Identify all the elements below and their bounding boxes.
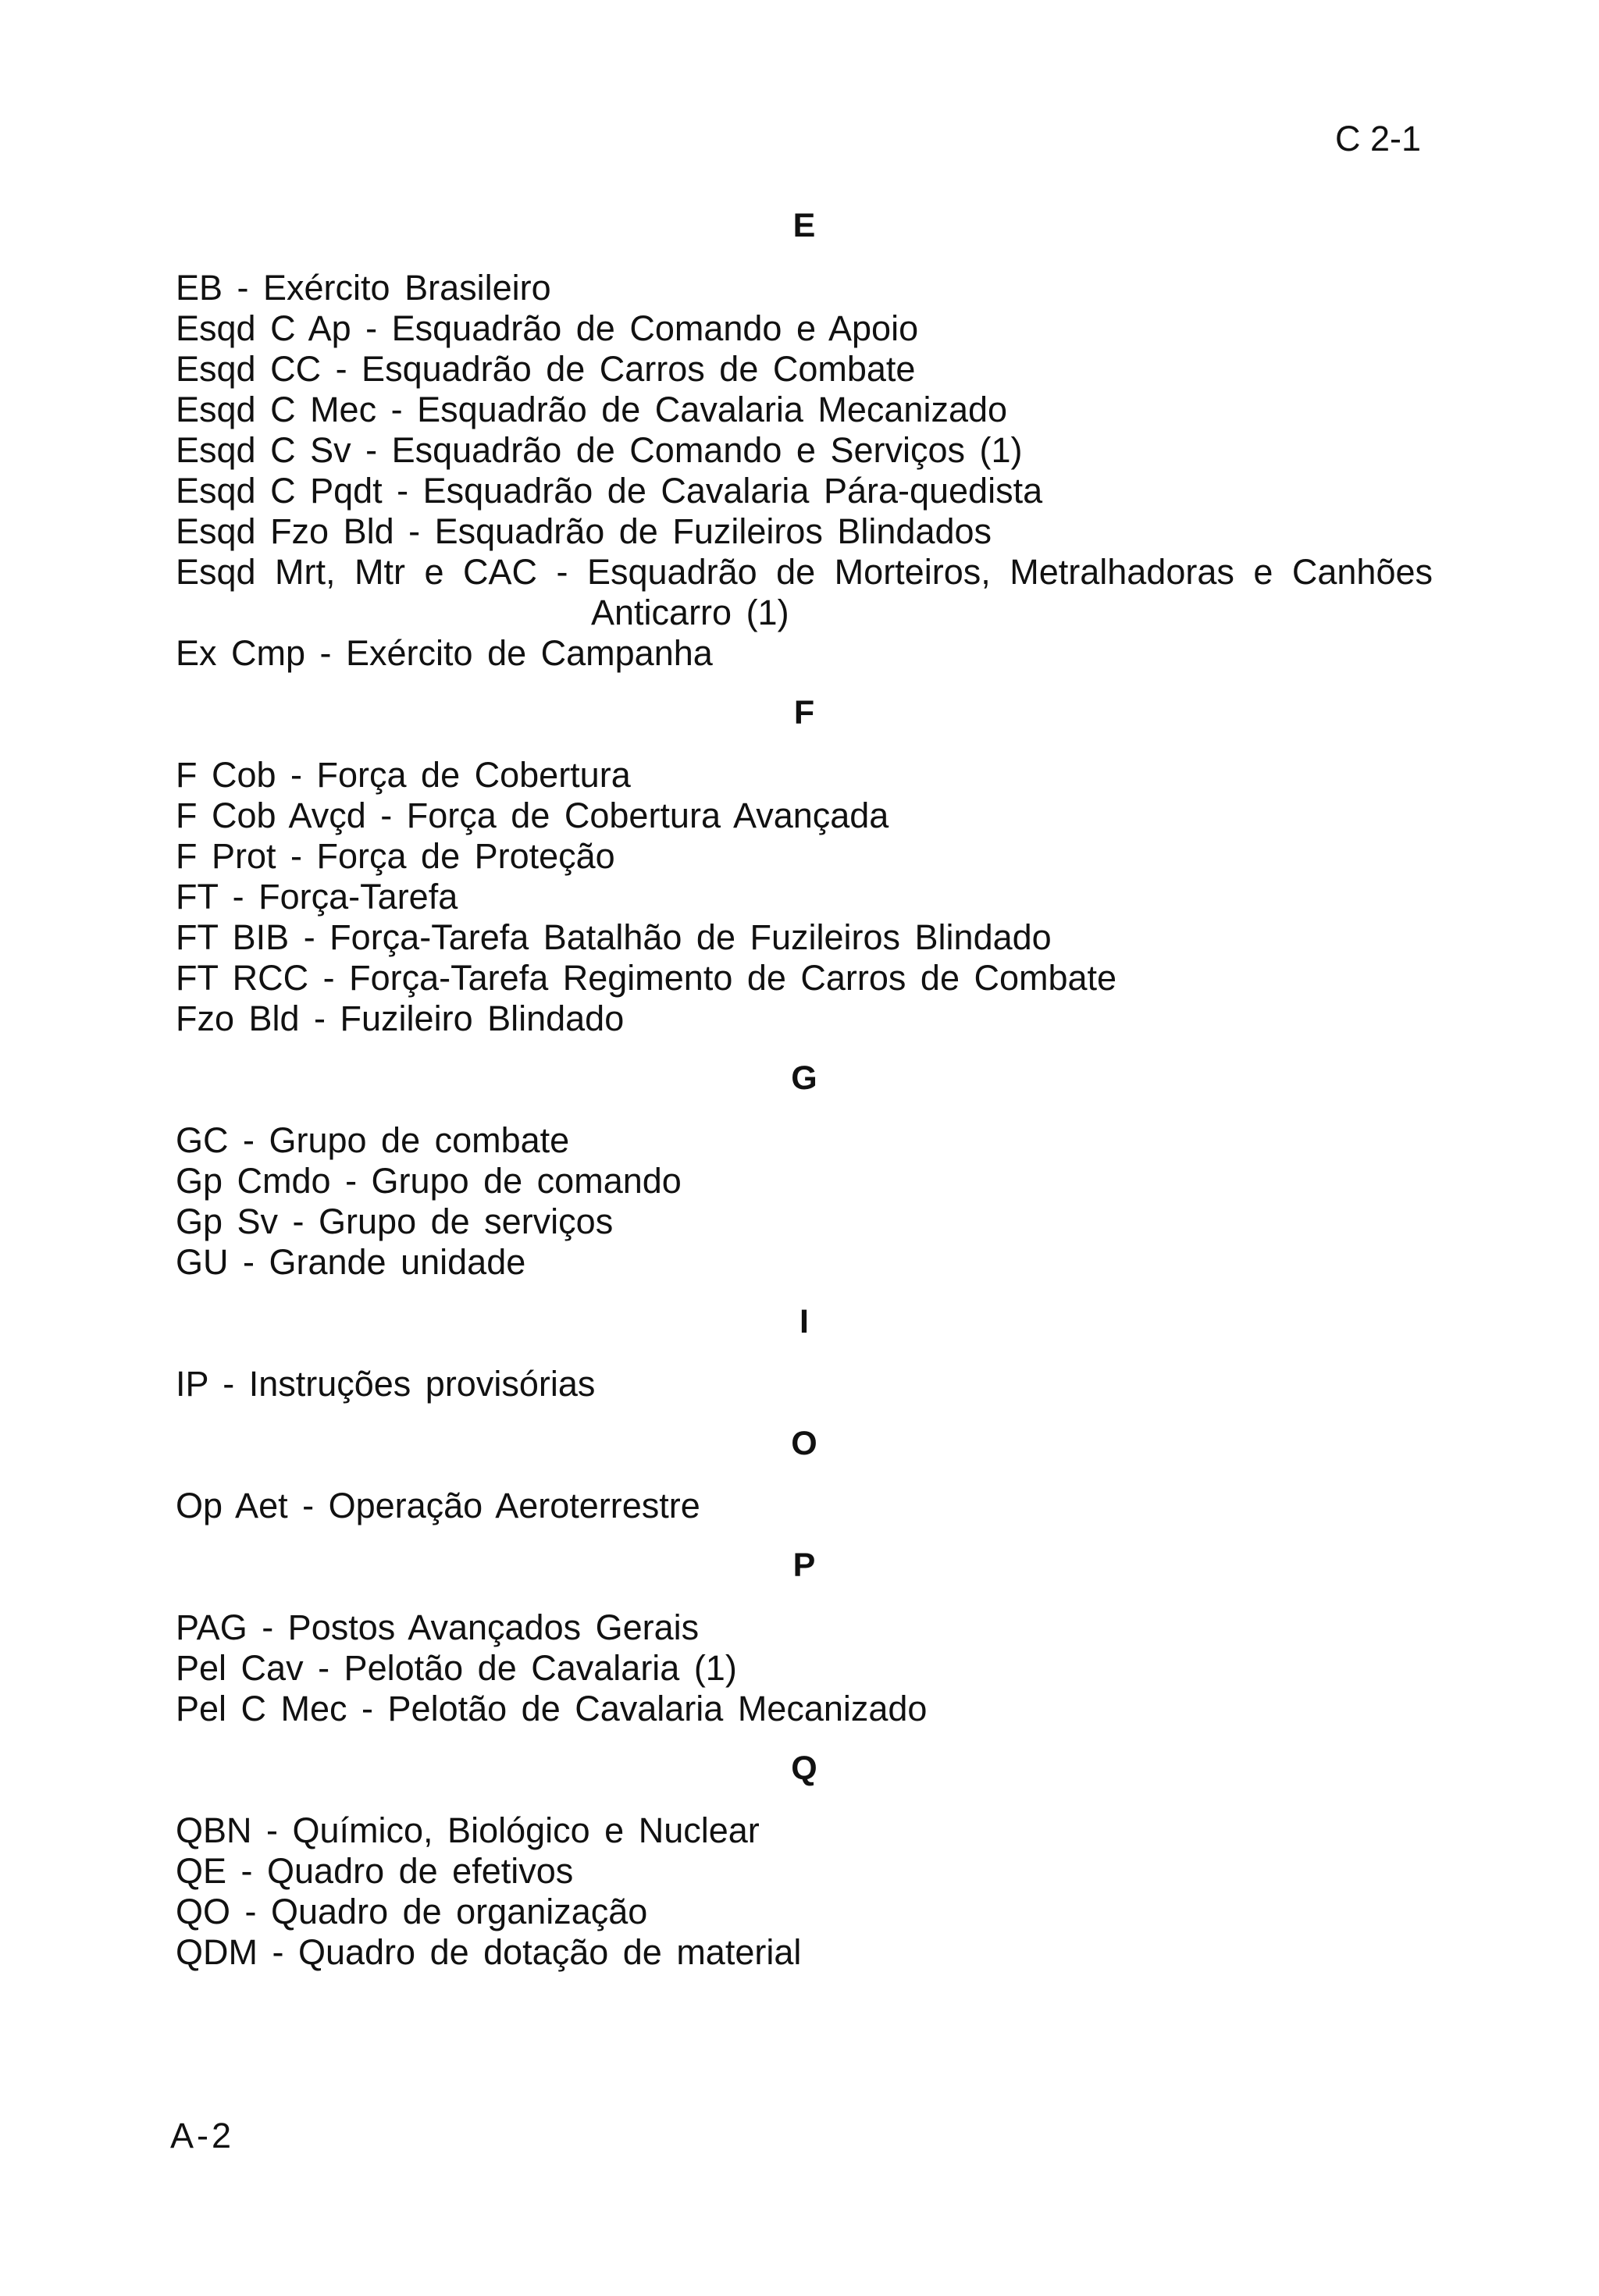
entry-esqd-fzo-bld: Esqd Fzo Bld - Esquadrão de Fuzileiros Blindados bbox=[176, 511, 992, 551]
entry-f-cob: F Cob - Força de Cobertura bbox=[176, 755, 631, 795]
section-q bbox=[176, 1745, 1433, 1973]
entry-ip: IP - Instruções provisórias bbox=[176, 1364, 596, 1404]
entry-ft-bib: FT BIB - Força-Tarefa Batalhão de Fuzileiros Blindado bbox=[176, 917, 1052, 957]
entry-esqd-mrt-mtr-cac: Esqd Mrt, Mtr e CAC - Esquadrão de Morteiros, Metralhadoras e Canhões bbox=[176, 552, 1433, 592]
entry-esqd-c-pqdt: Esqd C Pqdt - Esquadrão de Cavalaria Pára-quedista bbox=[176, 471, 1043, 511]
section-entries-i bbox=[176, 1364, 1433, 1404]
section-entries-o bbox=[176, 1486, 1433, 1526]
section-o bbox=[176, 1420, 1433, 1526]
entry-qdm: QDM - Quadro de dotação de material bbox=[176, 1932, 802, 1972]
entry-f-prot: F Prot - Força de Proteção bbox=[176, 836, 615, 876]
entry-ex-cmp: Ex Cmp - Exército de Campanha bbox=[176, 633, 713, 673]
entry-esqd-mrt-mtr-cac-continuation: Anticarro (1) bbox=[591, 593, 789, 632]
entry-esqd-c-sv: Esqd C Sv - Esquadrão de Comando e Serviços (1) bbox=[176, 430, 1023, 470]
section-entries-g bbox=[176, 1120, 1433, 1283]
entry-pel-c-mec: Pel C Mec - Pelotão de Cavalaria Mecanizado bbox=[176, 1689, 928, 1728]
entry-gp-sv: Gp Sv - Grupo de serviços bbox=[176, 1201, 614, 1241]
section-letter-f: F bbox=[793, 694, 815, 732]
entry-pag: PAG - Postos Avançados Gerais bbox=[176, 1607, 700, 1647]
section-f bbox=[176, 689, 1433, 1039]
page-number: A-2 bbox=[170, 2116, 235, 2155]
entry-f-cob-avcd: F Cob Avçd - Força de Cobertura Avançada bbox=[176, 796, 889, 835]
entry-esqd-cc: Esqd CC - Esquadrão de Carros de Combate bbox=[176, 349, 916, 389]
entry-gp-cmdo: Gp Cmdo - Grupo de comando bbox=[176, 1161, 682, 1201]
entry-op-aet: Op Aet - Operação Aeroterrestre bbox=[176, 1486, 700, 1525]
section-p bbox=[176, 1542, 1433, 1729]
section-entries-p bbox=[176, 1607, 1433, 1729]
entry-gu: GU - Grande unidade bbox=[176, 1242, 526, 1282]
section-letter-p: P bbox=[792, 1547, 816, 1584]
entry-qe: QE - Quadro de efetivos bbox=[176, 1851, 574, 1891]
entry-eb: EB - Exército Brasileiro bbox=[176, 268, 551, 308]
section-entries-q bbox=[176, 1810, 1433, 1973]
section-letter-i: I bbox=[800, 1303, 809, 1340]
entry-qbn: QBN - Químico, Biológico e Nuclear bbox=[176, 1810, 760, 1850]
section-e bbox=[176, 202, 1433, 674]
entry-fzo-bld: Fzo Bld - Fuzileiro Blindado bbox=[176, 998, 625, 1038]
entry-ft-rcc: FT RCC - Força-Tarefa Regimento de Carros de Combate bbox=[176, 958, 1117, 998]
section-letter-q: Q bbox=[791, 1750, 817, 1787]
entry-esqd-c-mec: Esqd C Mec - Esquadrão de Cavalaria Mecanizado bbox=[176, 390, 1008, 429]
section-entries-e bbox=[176, 268, 1433, 674]
entry-gc: GC - Grupo de combate bbox=[176, 1120, 570, 1160]
section-g bbox=[176, 1055, 1433, 1283]
section-entries-f bbox=[176, 755, 1433, 1039]
section-i bbox=[176, 1298, 1433, 1404]
entry-esqd-c-ap: Esqd C Ap - Esquadrão de Comando e Apoio bbox=[176, 308, 919, 348]
section-letter-o: O bbox=[791, 1425, 817, 1462]
page-reference: C 2-1 bbox=[1335, 119, 1422, 158]
abbreviation-list bbox=[176, 202, 1433, 1988]
entry-pel-cav: Pel Cav - Pelotão de Cavalaria (1) bbox=[176, 1648, 737, 1688]
section-letter-e: E bbox=[792, 207, 816, 244]
section-letter-g: G bbox=[791, 1059, 817, 1097]
entry-ft: FT - Força-Tarefa bbox=[176, 877, 458, 917]
entry-qo: QO - Quadro de organização bbox=[176, 1892, 648, 1931]
